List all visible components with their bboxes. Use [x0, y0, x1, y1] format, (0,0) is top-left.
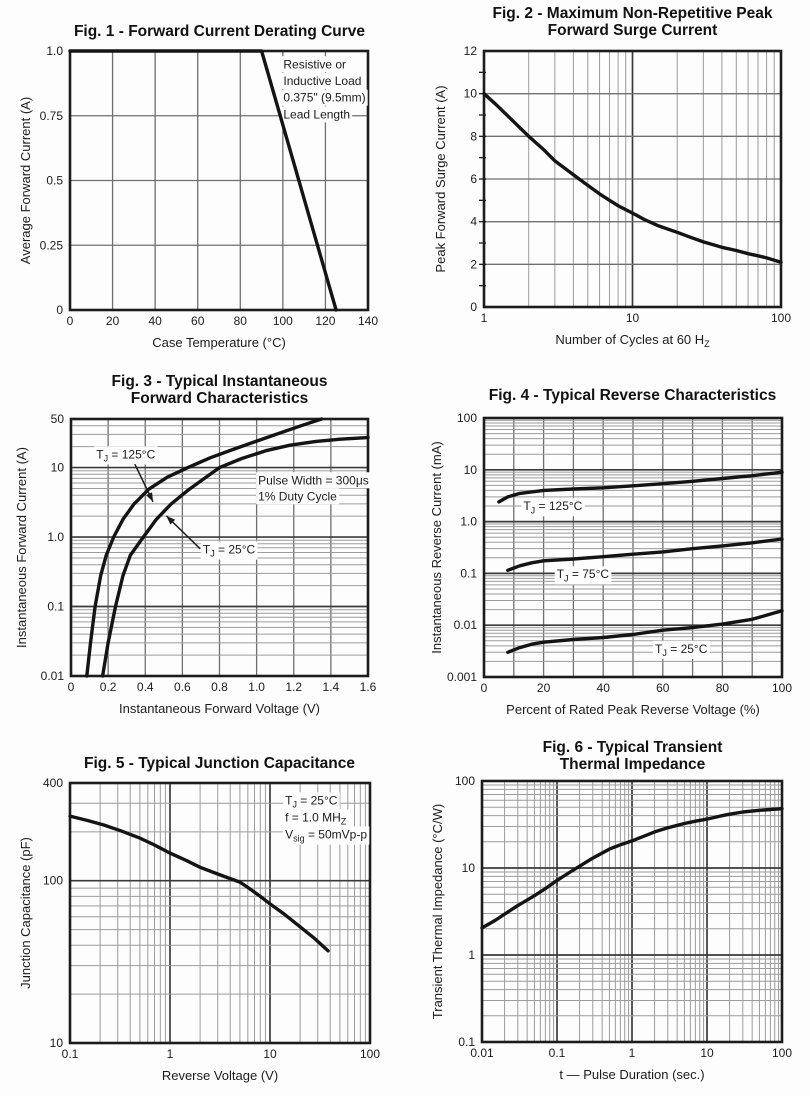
y-tick-label: 0.01	[40, 669, 64, 683]
x-tick-label: 1.4	[322, 680, 340, 694]
y-tick-label: 10	[50, 460, 64, 475]
fig5-title-line1: Fig. 5 - Typical Junction Capacitance	[83, 755, 356, 772]
y-tick-label: 8	[470, 129, 477, 144]
figure-5	[0, 730, 405, 1096]
fig3-chart	[0, 370, 405, 730]
x-tick-label: 1.2	[285, 680, 303, 694]
x-axis-title: Reverse Voltage (V)	[161, 1068, 279, 1083]
y-tick-label: 100	[42, 873, 63, 888]
x-tick-label: 1.6	[359, 680, 377, 694]
curve-1	[508, 539, 782, 570]
x-tick-label: 100	[771, 1046, 793, 1060]
x-tick-label: 1	[628, 1046, 636, 1060]
annotation-text: 1% Duty Cycle	[258, 489, 337, 504]
figure-6	[405, 730, 810, 1096]
figure-2	[405, 0, 810, 370]
x-tick-label: 80	[715, 681, 730, 695]
x-axis-title: Percent of Rated Peak Reverse Voltage (%)	[506, 702, 760, 717]
y-tick-label: 50	[50, 412, 64, 426]
y-tick-label: 1	[468, 948, 475, 962]
x-tick-label: 1	[480, 311, 488, 325]
x-tick-label: 80	[233, 314, 247, 328]
y-tick-label: 6	[470, 172, 477, 186]
y-tick-label: 0.75	[39, 108, 63, 123]
y-tick-label: 10	[461, 861, 475, 875]
y-tick-label: 400	[42, 776, 63, 790]
x-tick-label: 100	[359, 1047, 381, 1061]
fig3-title-line1: Fig. 3 - Typical Instantaneous	[111, 373, 328, 390]
x-tick-label: 40	[148, 314, 162, 328]
figure-1	[0, 0, 405, 370]
annotation-text: $T_J = 125^\circ C$	[96, 447, 156, 464]
y-tick-label: 0	[56, 303, 63, 317]
y-axis-title: Junction Capacitance (pF)	[18, 837, 33, 989]
y-tick-label: 0.1	[47, 599, 64, 614]
annotation-text: $T_J = 25^\circ C$	[285, 793, 338, 810]
annotation-text: $T_J = 75^\circ C$	[556, 567, 610, 584]
arrowhead	[146, 492, 153, 502]
y-tick-label: 0.5	[46, 173, 63, 188]
x-tick-label: 0	[67, 680, 75, 694]
x-tick-label: 0.4	[136, 680, 154, 694]
x-tick-label: 60	[656, 681, 670, 695]
x-axis-title: Case Temperature (°C)	[152, 335, 286, 350]
y-tick-label: 4	[470, 214, 477, 229]
y-tick-label: 1.0	[46, 44, 63, 58]
annotation-text: $T_J = 125^\circ C$	[523, 499, 583, 516]
fig3-title-line2: Forward Characteristics	[130, 390, 309, 407]
fig2-title-line2: Forward Surge Current	[547, 22, 718, 39]
x-axis-title: Number of Cycles at 60 $H_Z$	[555, 332, 710, 350]
y-tick-label: 0.1	[458, 1035, 475, 1049]
annotation-text: Pulse Width = 300μs	[258, 473, 369, 488]
y-tick-label: 100	[456, 411, 477, 425]
y-tick-label: 10	[463, 86, 477, 101]
fig4-chart	[405, 370, 810, 730]
y-axis-title: Instantaneous Forward Current (A)	[14, 447, 29, 648]
fig1-chart	[0, 0, 405, 370]
x-tick-label: 20	[105, 314, 120, 328]
y-tick-label: 1.0	[460, 514, 477, 529]
annotation-text: Lead Length	[283, 107, 351, 122]
y-tick-label: 0.001	[446, 670, 477, 684]
x-tick-label: 20	[536, 681, 551, 695]
y-tick-label: 10	[463, 462, 477, 477]
y-tick-label: 0.25	[39, 238, 63, 253]
x-tick-label: 0.8	[211, 680, 228, 694]
y-axis-title: Transient Thermal Impedance (°C/W)	[430, 803, 445, 1020]
figure-4	[405, 370, 810, 730]
annotation-text: $T_J = 25^\circ C$	[655, 641, 708, 659]
annotation-text: $T_J = 25^\circ C$	[202, 542, 256, 559]
y-tick-label: 100	[454, 774, 475, 788]
curve-0	[499, 472, 782, 502]
x-tick-label: 60	[191, 314, 205, 328]
y-tick-label: 12	[463, 44, 477, 58]
x-tick-label: 0	[66, 314, 74, 328]
y-tick-label: 0.01	[453, 618, 477, 633]
x-tick-label: 0.1	[548, 1046, 566, 1060]
annotation-text: f = 1.0 $MH_Z$	[285, 810, 347, 827]
x-tick-label: 100	[272, 314, 293, 328]
x-tick-label: 1	[166, 1047, 174, 1061]
fig1-title-line1: Fig. 1 - Forward Current Derating Curve	[73, 23, 366, 40]
fig2-title-line1: Fig. 2 - Maximum Non-Repetitive Peak	[492, 5, 773, 22]
x-tick-label: 0.01	[470, 1046, 494, 1060]
x-axis-title: Instantaneous Forward Voltage (V)	[119, 701, 320, 716]
fig6-title-line2: Thermal Impedance	[559, 756, 706, 773]
x-tick-label: 0.1	[61, 1047, 79, 1061]
x-tick-label: 100	[770, 311, 792, 325]
y-axis-title: Instantaneous Reverse Current (mA)	[429, 441, 444, 654]
x-tick-label: 140	[357, 314, 379, 328]
y-tick-label: 1.0	[47, 530, 64, 545]
x-tick-label: 10	[625, 311, 640, 325]
y-axis-title: Peak Forward Surge Current (A)	[433, 85, 448, 273]
y-tick-label: 2	[470, 257, 477, 272]
annotation-text: Inductive Load	[283, 73, 362, 88]
x-tick-label: 10	[700, 1046, 714, 1060]
annotation-text: Resistive or	[283, 57, 347, 72]
x-tick-label: 10	[263, 1047, 277, 1061]
x-tick-label: 0	[480, 681, 488, 695]
fig2-chart	[405, 0, 810, 370]
y-tick-label: 10	[49, 1036, 63, 1050]
x-tick-label: 40	[596, 681, 610, 695]
x-tick-label: 100	[771, 681, 793, 695]
fig5-chart	[0, 730, 405, 1096]
x-tick-label: 0.6	[174, 680, 191, 694]
x-tick-label: 0.2	[99, 680, 117, 694]
fig4-title-line1: Fig. 4 - Typical Reverse Characteristics	[488, 387, 777, 404]
y-tick-label: 0	[470, 300, 477, 314]
y-tick-label: 0.1	[460, 566, 477, 581]
fig6-title-line1: Fig. 6 - Typical Transient	[542, 739, 723, 756]
x-tick-label: 120	[315, 314, 336, 328]
y-axis-title: Average Forward Current (A)	[18, 96, 33, 265]
x-axis-title: t — Pulse Duration (sec.)	[559, 1067, 705, 1082]
annotation-text: 0.375" (9.5mm)	[283, 90, 366, 105]
fig6-chart	[405, 730, 810, 1096]
figure-3	[0, 370, 405, 730]
x-tick-label: 1.0	[248, 680, 265, 694]
annotation-text: $V_{sig} = 50mVp-p$	[285, 827, 368, 844]
